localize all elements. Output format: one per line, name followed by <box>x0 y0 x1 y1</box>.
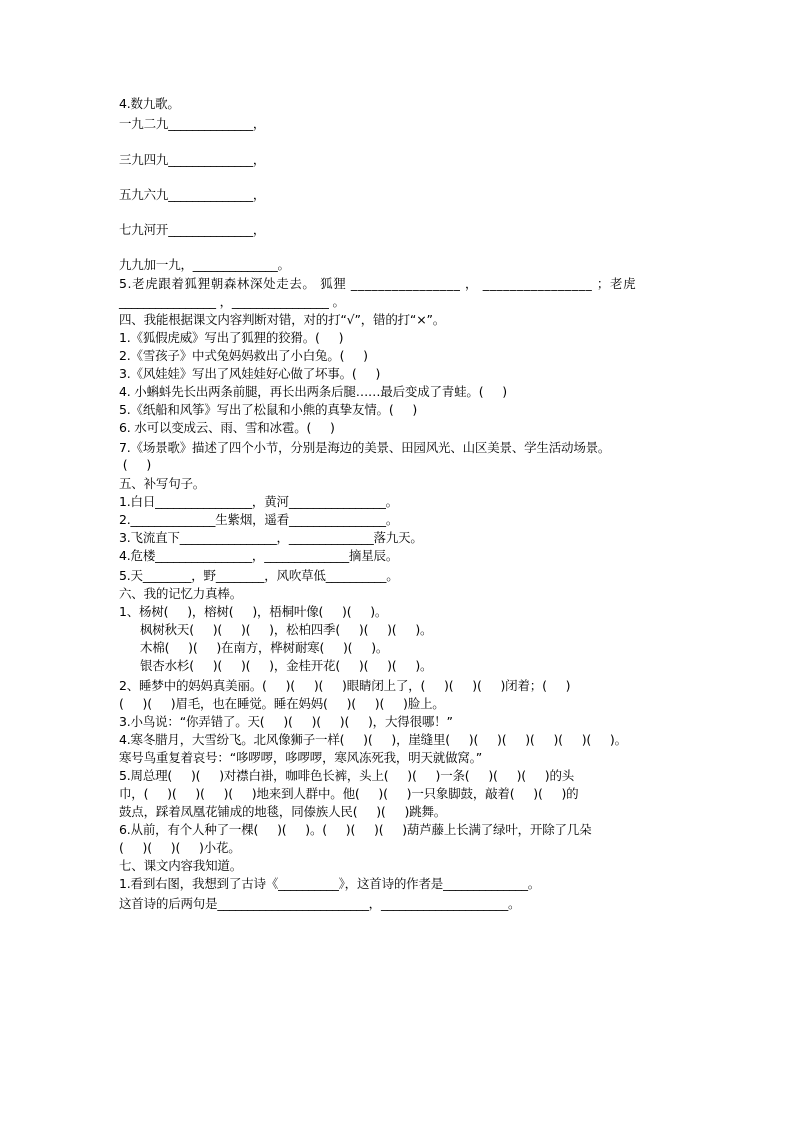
q4-line-1: 一九二九______________， <box>119 116 266 131</box>
s6-q6-line: 6.从前，有个人种了一棵( )( )。( )( )( )葫芦藤上长满了绿叶，开除了几朵 <box>119 822 592 837</box>
s6-q5-line: 巾，( )( )( )( )地来到人群中。他( )( )一只象脚鼓，敲着( )( )的 <box>119 786 579 801</box>
s5-item: 3.飞流直下________________，______________落九天。 <box>119 530 423 545</box>
section-5-title: 五、补写句子。 <box>119 476 206 491</box>
s6-q6-line: ( )( )( )小花。 <box>119 840 241 855</box>
s4-item: ( ) <box>119 457 151 472</box>
s6-q2-line: ( )( )眉毛，也在睡觉。睡在妈妈( )( )( )脸上。 <box>119 696 445 711</box>
s6-q2-line: 2、睡梦中的妈妈真美丽。( )( )( )眼睛闭上了，( )( )( )闭着；( ) <box>119 678 571 693</box>
s6-q4-line: 寒号鸟重复着哀号：“哆啰啰，哆啰啰，寒风冻死我，明天就做窝。” <box>119 750 483 765</box>
q4-line-2: 三九四九______________， <box>119 152 266 167</box>
s4-item: 7.《场景歌》描述了四个小节，分别是海边的美景、田园风光、山区美景、学生活动场景。 <box>119 440 611 455</box>
s4-item: 5.《纸船和风筝》写出了松鼠和小熊的真挚友情。( ) <box>119 402 418 417</box>
q4-line-5: 九九加一九，______________。 <box>119 257 290 272</box>
s5-item: 2.______________生紫烟，遥看________________。 <box>119 512 399 527</box>
s4-item: 1.《狐假虎威》写出了狐狸的狡猾。( ) <box>119 330 344 345</box>
s6-q1-line: 枫树秋天( )( )( )，松柏四季( )( )( )。 <box>140 622 433 637</box>
s4-item: 6. 水可以变成云、雨、雪和冰雹。( ) <box>119 420 335 435</box>
q5-line-2: ________________ ，________________ 。 <box>119 294 345 309</box>
s6-q3-line: 3.小鸟说：“你弄错了。天( )( )( )( )，大得很哪！” <box>119 714 453 729</box>
s6-q5-line: 5.周总理( )( )对襟白褂，咖啡色长裤，头上( )( )一条( )( )( )的头 <box>119 768 575 783</box>
q4-line-3: 五九六九______________， <box>119 187 266 202</box>
section-4-title: 四、我能根据课文内容判断对错，对的打“√”，错的打“×”。 <box>119 312 446 327</box>
q4-title: 4.数九歌。 <box>119 96 180 111</box>
s5-item: 4.危楼________________，______________摘星辰。 <box>119 548 399 563</box>
s6-q5-line: 鼓点，踩着凤凰花铺成的地毯，同傣族人民( )( )跳舞。 <box>119 804 447 819</box>
s6-q4-line: 4.寒冬腊月，大雪纷飞。北风像狮子一样( )( )，崖缝里( )( )( )( )( )( )。 <box>119 732 627 747</box>
q4-line-4: 七九河开______________， <box>119 222 266 237</box>
s7-line-2: 这首诗的后两句是_________________________，_____________________。 <box>119 896 521 911</box>
q5-line-1: 5.老虎跟着狐狸朝森林深处走去。 狐狸 ________________ ， ________________ ；老虎 <box>119 276 637 291</box>
s4-item: 4. 小蝌蚪先长出两条前腿，再长出两条后腿……最后变成了青蛙。( ) <box>119 384 507 399</box>
section-6-title: 六、我的记忆力真棒。 <box>119 586 243 601</box>
s6-q1-line: 1、杨树( )，榕树( )，梧桐叶像( )( )。 <box>119 604 388 619</box>
s5-item: 5.天________，野________，风吹草低__________。 <box>119 568 399 583</box>
s6-q1-line: 木棉( )( )在南方，桦树耐寒( )( )。 <box>140 640 389 655</box>
s5-item: 1.白日________________，黄河________________。 <box>119 494 398 509</box>
section-7-title: 七、课文内容我知道。 <box>119 858 243 873</box>
s6-q1-line: 银杏水杉( )( )( )，金桂开花( )( )( )。 <box>140 658 433 673</box>
s4-item: 2.《雪孩子》中式兔妈妈救出了小白兔。( ) <box>119 348 368 363</box>
s7-line-1: 1.看到右图，我想到了古诗《__________》，这首诗的作者是______________。 <box>119 876 541 891</box>
s4-item: 3.《风娃娃》写出了风娃娃好心做了坏事。( ) <box>119 366 381 381</box>
